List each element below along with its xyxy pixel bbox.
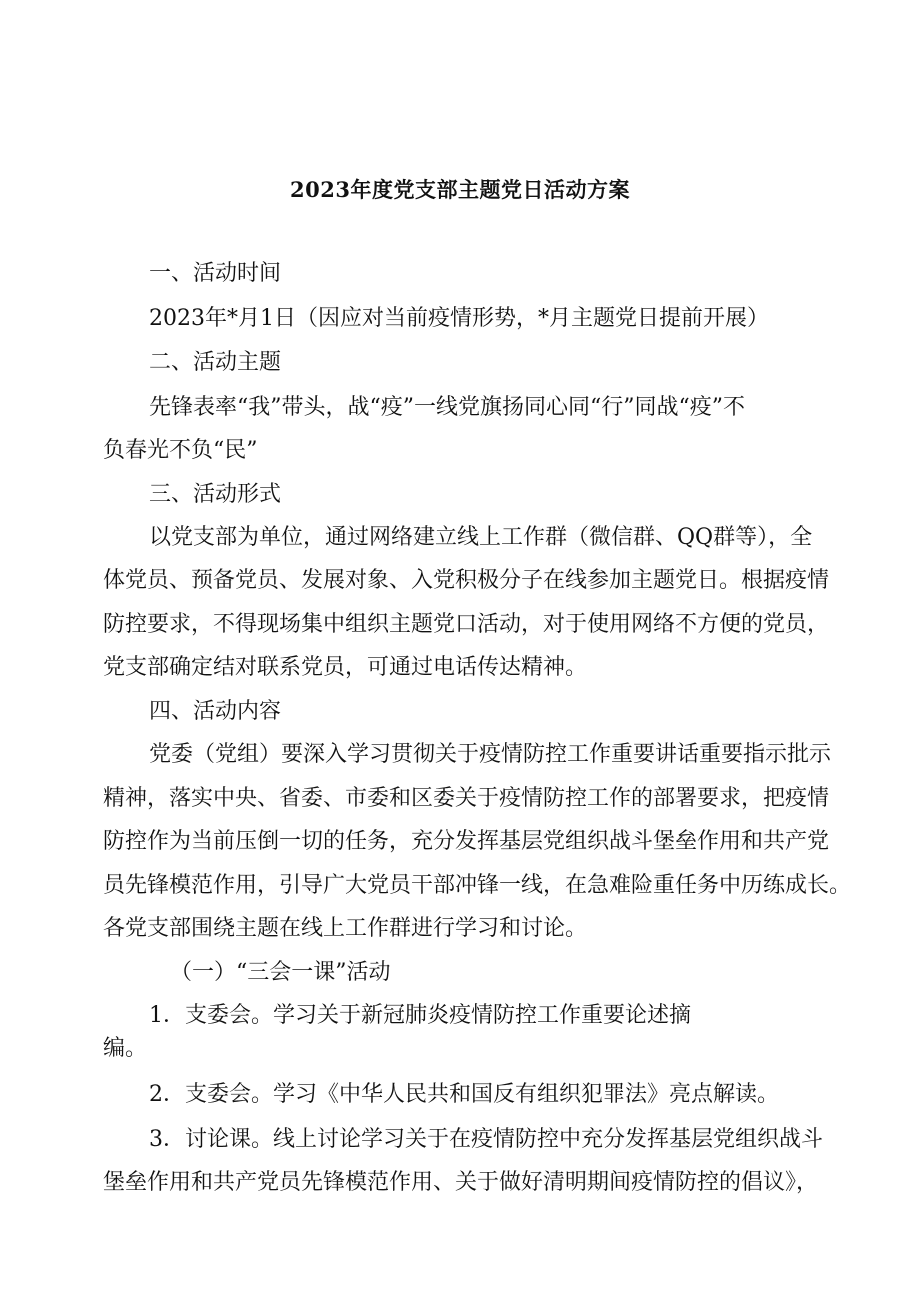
section-heading-theme: 二、活动主题: [149, 350, 282, 375]
content-line-5: 各党支部围绕主题在线上工作群进行学习和讨论。: [103, 916, 588, 941]
content-line-3: 防控作为当前压倒一切的任务，充分发挥基层党组织战斗堡垒作用和共产党: [103, 829, 830, 854]
section-heading-form: 三、活动形式: [149, 482, 282, 507]
form-line-1: 以党支部为单位，通过网络建立线上工作群（微信群、QQ群等），全: [149, 525, 813, 550]
item-1-line-2: 编。: [103, 1036, 148, 1061]
content-line-4: 员先锋模范作用，引导广大党员干部冲锋一线，在急难险重任务中历练成长。: [103, 873, 852, 898]
theme-line-2: 负春光不负“民”: [103, 438, 258, 463]
item-3-line-1: 3．讨论课。线上讨论学习关于在疫情防控中充分发挥基层党组织战斗: [149, 1127, 823, 1152]
subsection-heading-meetings: （一）“三会一课”活动: [170, 960, 391, 985]
item-1-line-1: 1．支委会。学习关于新冠肺炎疫情防控工作重要论述摘: [149, 1003, 691, 1028]
activity-time-text: 2023年*月1日（因应对当前疫情形势，*月主题党日提前开展）: [149, 306, 769, 331]
section-heading-time: 一、活动时间: [149, 261, 282, 286]
item-2-text: 2．支委会。学习《中华人民共和国反有组织犯罪法》亮点解读。: [149, 1082, 779, 1107]
content-line-2: 精神，落实中央、省委、市委和区委关于疫情防控工作的部署要求，把疫情: [103, 786, 830, 811]
content-line-1: 党委（党组）要深入学习贯彻关于疫情防控工作重要讲话重要指示批示: [149, 742, 832, 767]
form-line-2: 体党员、预备党员、发展对象、入党积极分子在线参加主题党日。根据疫情: [103, 568, 830, 593]
theme-line-1: 先锋表率“我”带头，战“疫”一线党旗扬同心同“行”同战“疫”不: [149, 395, 745, 420]
item-3-line-2: 堡垒作用和共产党员先锋模范作用、关于做好清明期间疫情防控的倡议》，: [103, 1170, 819, 1195]
form-line-4: 党支部确定结对联系党员，可通过电话传达精神。: [103, 655, 588, 680]
section-heading-content: 四、活动内容: [149, 699, 282, 724]
form-line-3: 防控要求，不得现场集中组织主题党口活动，对于使用网络不方便的党员，: [103, 612, 830, 637]
document-title: 2023年度党支部主题党日活动方案: [290, 177, 630, 202]
